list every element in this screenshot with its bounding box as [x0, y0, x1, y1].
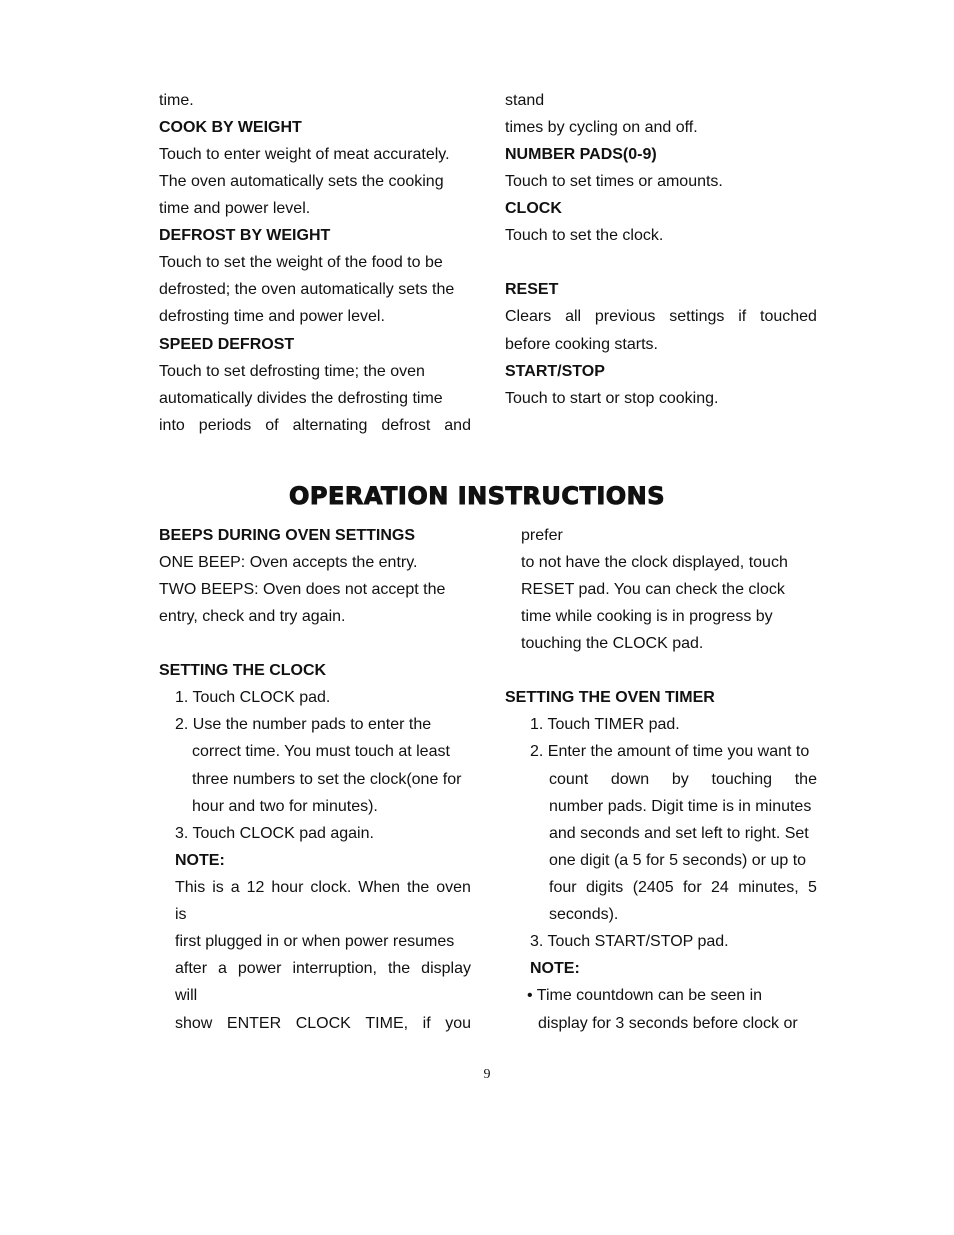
timer-step-2-text-justified — [549, 770, 817, 790]
clock-text: Touch to set the clock. — [505, 227, 664, 244]
beeps-text: ONE BEEP: Oven accepts the entry. — [159, 554, 418, 571]
start-stop-heading: START/STOP — [505, 363, 605, 380]
clock-note-text: time while cooking is in progress by — [521, 608, 773, 625]
clock-note-text-justified — [175, 878, 471, 898]
timer-step-3: 3. Touch START/STOP pad. — [530, 933, 729, 950]
word: periods — [198, 417, 252, 434]
word: 12 — [246, 879, 265, 896]
word: into — [159, 417, 185, 434]
word: ENTER — [226, 1015, 282, 1032]
timer-note-label: NOTE: — [530, 960, 580, 977]
timer-step-2-text: seconds). — [549, 906, 619, 923]
clock-note-text: is — [175, 906, 187, 923]
word: defrost — [381, 417, 431, 434]
start-stop-text: Touch to start or stop cooking. — [505, 390, 719, 407]
speed-defrost-text: Touch to set defrosting time; the oven — [159, 363, 425, 380]
word: is — [212, 879, 224, 896]
clock-note-text-justified — [175, 959, 471, 979]
continued-text: stand — [505, 92, 545, 109]
cook-by-weight-text: The oven automatically sets the cooking — [159, 173, 444, 190]
timer-step-2-text: one digit (a 5 for 5 seconds) or up to — [549, 852, 807, 869]
word: interruption, — [292, 960, 377, 977]
word: oven — [436, 879, 471, 896]
clock-step-2-text: correct time. You must touch at least — [192, 743, 450, 760]
word: This — [175, 879, 206, 896]
word: four — [549, 879, 577, 896]
word: hour — [271, 879, 304, 896]
timer-note-bullet-text: display for 3 seconds before clock or — [538, 1015, 798, 1032]
word: (2405 — [632, 879, 674, 896]
continued-text: times by cycling on and off. — [505, 119, 698, 136]
clock-note-text: prefer — [521, 527, 563, 544]
timer-step-2-text: number pads. Digit time is in minutes — [549, 798, 812, 815]
word: show — [175, 1015, 213, 1032]
timer-note-bullet: • Time countdown can be seen in — [527, 987, 763, 1004]
continued-text: time. — [159, 92, 194, 109]
word: all — [565, 308, 582, 325]
word: and — [444, 417, 471, 434]
word: touching — [711, 771, 772, 788]
clock-step-1: 1. Touch CLOCK pad. — [175, 689, 331, 706]
speed-defrost-text: automatically divides the defrosting time — [159, 390, 443, 407]
clock-note-text: to not have the clock displayed, touch — [521, 554, 788, 571]
word: Clears — [505, 308, 552, 325]
word: count — [549, 771, 589, 788]
word: of — [265, 417, 279, 434]
word: display — [421, 960, 471, 977]
word: previous — [594, 308, 656, 325]
oven-timer-heading: SETTING THE OVEN TIMER — [505, 689, 715, 706]
word: TIME, — [365, 1015, 409, 1032]
word: the — [794, 771, 817, 788]
word: When — [358, 879, 401, 896]
word: power — [237, 960, 282, 977]
word: 24 — [711, 879, 729, 896]
beeps-text: entry, check and try again. — [159, 608, 346, 625]
word: alternating — [292, 417, 368, 434]
clock-step-2-text: three numbers to set the clock(one for — [192, 771, 462, 788]
number-pads-text: Touch to set times or amounts. — [505, 173, 723, 190]
defrost-by-weight-text: defrosting time and power level. — [159, 308, 385, 325]
word: digits — [585, 879, 624, 896]
clock-step-2: 2. Use the number pads to enter the — [175, 716, 432, 733]
word: CLOCK — [295, 1015, 351, 1032]
word: settings — [669, 308, 725, 325]
speed-defrost-text-justified — [159, 416, 471, 436]
reset-text: before cooking starts. — [505, 336, 658, 353]
word: 5 — [808, 879, 817, 896]
clock-step-3: 3. Touch CLOCK pad again. — [175, 825, 374, 842]
cook-by-weight-text: Touch to enter weight of meat accurately. — [159, 146, 450, 163]
timer-step-2: 2. Enter the amount of time you want to — [530, 743, 810, 760]
defrost-by-weight-heading: DEFROST BY WEIGHT — [159, 227, 331, 244]
reset-text-justified — [505, 307, 817, 327]
cook-by-weight-heading: COOK BY WEIGHT — [159, 119, 302, 136]
word: clock. — [310, 879, 352, 896]
word: after — [175, 960, 208, 977]
word: for — [682, 879, 702, 896]
clock-note-text: first plugged in or when power resumes — [175, 933, 455, 950]
word: the — [387, 960, 411, 977]
word: minutes, — [738, 879, 799, 896]
defrost-by-weight-text: Touch to set the weight of the food to be — [159, 254, 443, 271]
cook-by-weight-text: time and power level. — [159, 200, 311, 217]
word: a — [218, 960, 227, 977]
clock-note-text-justified — [175, 1014, 471, 1034]
beeps-heading: BEEPS DURING OVEN SETTINGS — [159, 527, 416, 544]
beeps-text: TWO BEEPS: Oven does not accept the — [159, 581, 446, 598]
clock-step-2-text: hour and two for minutes). — [192, 798, 378, 815]
word: the — [407, 879, 430, 896]
clock-note-text: will — [175, 987, 198, 1004]
reset-heading: RESET — [505, 281, 559, 298]
word: down — [610, 771, 650, 788]
word: a — [230, 879, 240, 896]
clock-heading: CLOCK — [505, 200, 562, 217]
speed-defrost-heading: SPEED DEFROST — [159, 336, 295, 353]
word: if — [422, 1015, 431, 1032]
timer-step-2-text-justified — [549, 878, 817, 898]
clock-note-text: touching the CLOCK pad. — [521, 635, 704, 652]
timer-step-1: 1. Touch TIMER pad. — [530, 716, 680, 733]
timer-step-2-text: and seconds and set left to right. Set — [549, 825, 809, 842]
word: you — [445, 1015, 471, 1032]
page-number: 9 — [483, 1067, 491, 1082]
clock-note-label: NOTE: — [175, 852, 225, 869]
word: by — [671, 771, 689, 788]
word: touched — [760, 308, 817, 325]
number-pads-heading: NUMBER PADS(0-9) — [505, 146, 657, 163]
word: if — [738, 308, 747, 325]
defrost-by-weight-text: defrosted; the oven automatically sets the — [159, 281, 455, 298]
section-title: OPERATION INSTRUCTIONS — [288, 482, 666, 510]
clock-note-text: RESET pad. You can check the clock — [521, 581, 785, 598]
setting-clock-heading: SETTING THE CLOCK — [159, 662, 327, 679]
